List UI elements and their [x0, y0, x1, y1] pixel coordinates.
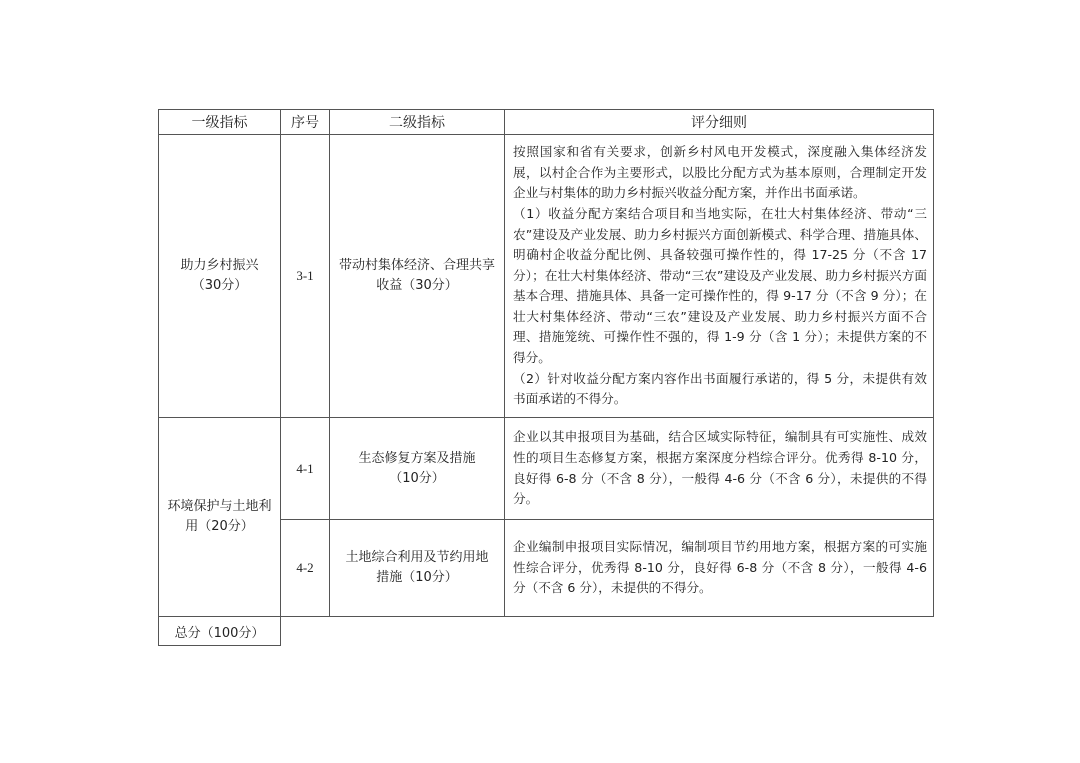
- level1-label: 环境保护与土地利: [167, 499, 272, 514]
- level1-label: 助力乡村振兴: [180, 258, 259, 273]
- rules-cell: [505, 418, 934, 520]
- total-score: 总分（100分）: [159, 617, 281, 646]
- header-row: [159, 110, 934, 135]
- level2-label: 土地综合利用及节约用地: [345, 550, 489, 565]
- rules-paragraph: （1）收益分配方案结合项目和当地实际，在壮大村集体经济、带动“三农”建设及产业发展、助力乡村振兴方面创新模式、科学合理、措施具体、明确村企收益分配比例、具备较强可操作性的，得 17-25 分（不含 17 分）；在壮大村集体经济、带动“三农”建设及产业发展、助力乡村振兴方面基本合理、措施具体、具备一定可操作性的，得 9-17 分（不含 9 分）；在壮大村集体经济、带动“三农”建设及产业发展、助力乡村振兴方面不合理、措施笼统、可操作性不强的，得 1-9 分（含 1 分）；未提供方案的不得分。: [513, 205, 927, 366]
- seq-cell: 3-1: [281, 135, 330, 418]
- header-rules: 评分细则: [505, 110, 934, 135]
- rules-paragraph: 企业编制申报项目实际情况，编制项目节约用地方案，根据方案的可实施性综合评分，优秀得 8-10 分，良好得 6-8 分（不含 8 分），一般得 4-6 分（不含 6 分），未提供的不得分。: [513, 539, 927, 596]
- seq-cell: 4-1: [281, 418, 330, 520]
- header-level2: 二级指标: [330, 110, 505, 135]
- header-seq: 序号: [281, 110, 330, 135]
- level2-label: 生态修复方案及措施: [358, 450, 476, 466]
- scoring-table: [158, 109, 934, 646]
- seq-cell: 4-2: [281, 520, 330, 617]
- rules-paragraph: （2）针对收益分配方案内容作出书面履行承诺的，得 5 分，未提供有效书面承诺的不得分。: [513, 370, 927, 407]
- level2-score: 收益（30分）: [376, 278, 458, 293]
- level2-score: （10分）: [389, 470, 445, 486]
- table-row: [159, 418, 934, 520]
- level2-label: 带动村集体经济、合理共享: [338, 258, 495, 273]
- level2-cell: [330, 520, 505, 617]
- level2-cell: [330, 418, 505, 520]
- rules-cell: [505, 520, 934, 617]
- header-level1: 一级指标: [159, 110, 281, 135]
- rules-cell: [505, 135, 934, 418]
- level1-score: （30分）: [191, 278, 248, 293]
- total-row: [159, 617, 934, 646]
- level1-score: 用（20分）: [185, 519, 254, 534]
- table-row: [159, 135, 934, 418]
- level1-cell-rural-revitalization: [159, 135, 281, 418]
- level2-cell: [330, 135, 505, 418]
- level2-score: 措施（10分）: [376, 570, 458, 585]
- rules-paragraph: 按照国家和省有关要求，创新乡村风电开发模式，深度融入集体经济发展，以村企合作为主要形式，以股比分配方式为基本原则，合理制定开发企业与村集体的助力乡村振兴收益分配方案，并作出书面承诺。: [513, 144, 927, 201]
- level1-cell-environment-land: [159, 418, 281, 617]
- rules-paragraph: 企业以其申报项目为基础，结合区域实际特征，编制具有可实施性、成效性的项目生态修复方案，根据方案深度分档综合评分。优秀得 8-10 分，良好得 6-8 分（不含 8 分），一般得 4-6 分（不含 6 分），未提供的不得分。: [513, 429, 927, 507]
